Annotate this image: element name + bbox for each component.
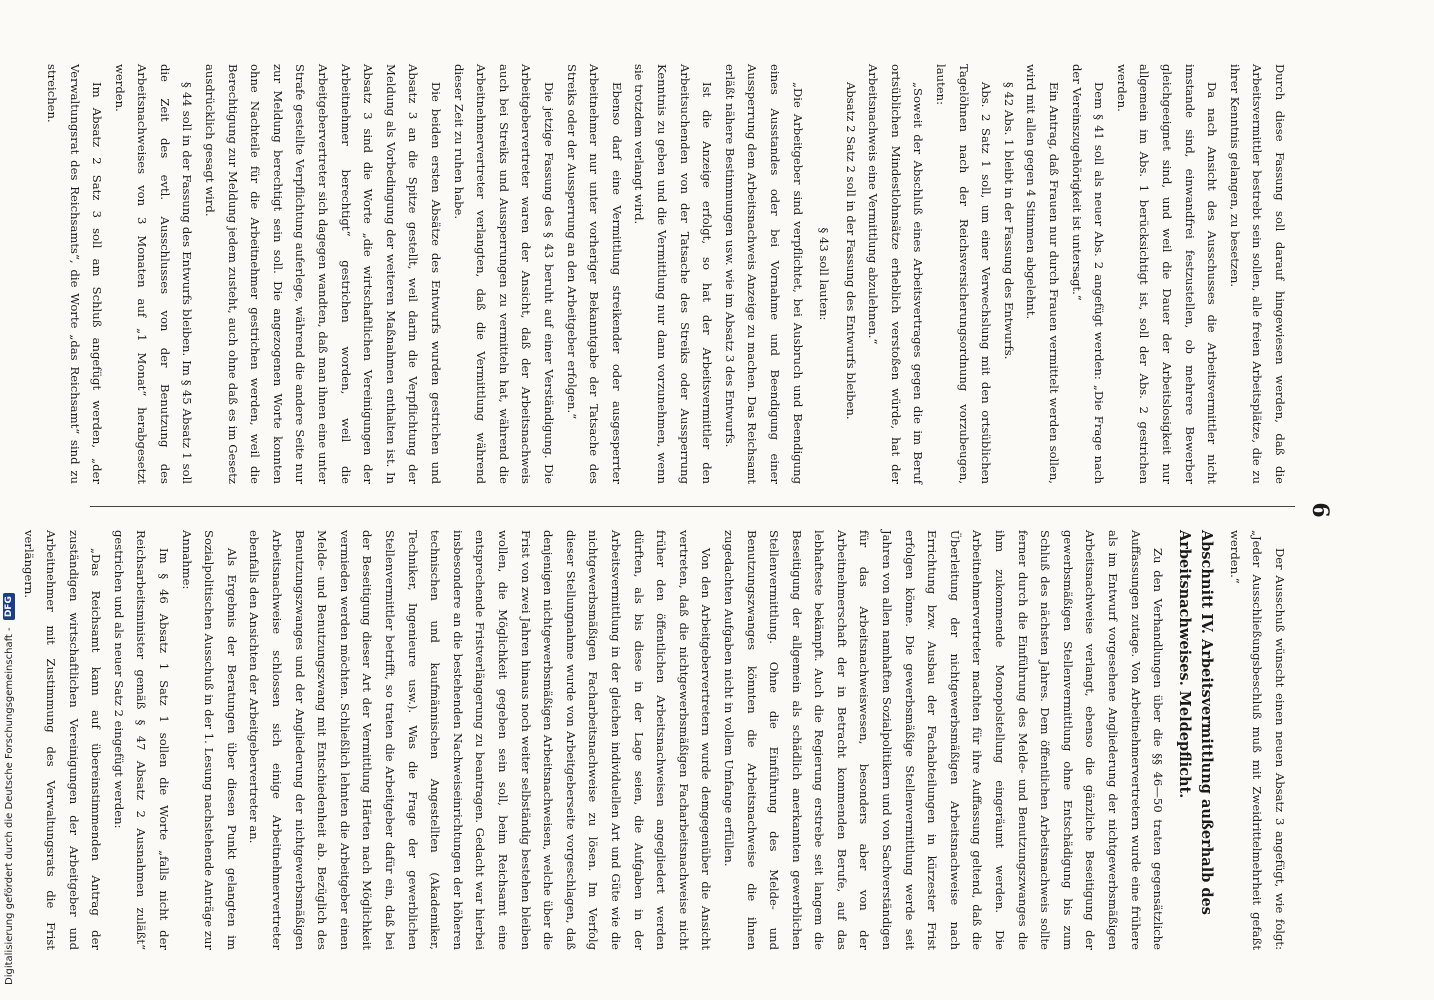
rotated-page-content (21, 58, 1333, 958)
paragraph: Die jetzige Fassung des § 43 beruht auf einer Verständigung. Die Arbeitgebervertreter waren der Ansicht, daß der Arbeitsnachweis auch bei Streiks und Aussperrungen zu vermitteln hat, während die Arbeitnehmervertreter verlangten, daß die Vermittlung während dieser Zeit zu ruhen habe. (451, 64, 556, 484)
paragraph: Absatz 2 Satz 2 soll in der Fassung des Entwurfs bleiben. (843, 82, 858, 420)
paragraph: Von den Arbeitgebervertretern wurde demgegenüber die Ansicht vertreten, daß die nichtgewerbsmäßigen Facharbeitsnachweise nicht früher den öffentlichen Arbeitsnachweisen angegliedert werden dürften, als bis diese in der Lage seien, die Aufgaben in der Arbeitsvermittlung in der gleichen individuellen Art und Güte wie die nichtgewerbsmäßigen Facharbeitsnachweise zu lösen. Im Verfolg dieser Stellungnahme wurde von Arbeitgeberseite vorgeschlagen, daß denjenigen nichtgewerbsmäßigen Arbeitsnachweisen, welche über die Frist von zwei Jahren hinaus noch weiter selbständig bestehen bleiben wollen, die Möglichkeit gegeben sein soll, beim Reichsamt eine entsprechende Fristverlängerung zu beantragen. Gedacht war hierbei insbesondere an die bestehenden Nachweiseinrichtungen der höheren technischen und kaufmännischen Angestellten (Akademiker, Techniker, Ingenieure usw.). Was die Frage der gewerblichen Stellenvermittler betrifft, so traten die Arbeitgeber dafür ein, daß bei der Beseitigung dieser Art der Vermittlung Härten nach Möglichkeit vermieden werden möchten. Schließlich lehnten die Arbeitgeber einen Melde- und Benutzungszwang mit Entschiedenheit ab. Bezüglich des Benutzungszwanges und der Angliederung der nichtgewerbsmäßigen Arbeitsnachweise schlossen sich einige Arbeitnehmervertreter ebenfalls den Ansichten der Arbeitgebervertreter an. (247, 530, 714, 950)
paragraph: § 42 Abs. 1 bleibt in der Fassung des Entwurfs. (1001, 82, 1016, 360)
quoted-paragraph: Ist die Anzeige erfolgt, so hat der Arbeitsvermittler den Arbeitsuchenden von der Tatsache des Streiks oder Aussperrung Kenntnis zu geben und die Vermittlung nur dann vorzunehmen, wenn sie trotzdem verlangt wird. (632, 64, 715, 484)
paragraph: Dem § 41 soll als neuer Abs. 2 angefügt werden: „Die Frage nach der Vereinszugehörigkeit ist untersagt.“ (1069, 64, 1107, 484)
paragraph: Ein Antrag, daß Frauen nur durch Frauen vermittelt werden sollen, wird mit allen gegen 4 Stimmen abgelehnt. (1024, 64, 1062, 484)
dfg-logo: DFG (3, 593, 15, 620)
digitization-footer (3, 0, 17, 985)
paragraph: Im Absatz 2 Satz 3 soll am Schluß angefügt werden, „der Verwaltungsrat des Reichsamts“, die Worte „das Reichsamt“ sind zu streichen. (44, 64, 105, 484)
paragraph: Abs. 2 Satz 1 soll, um einer Verwechslung mit den ortsüblichen Tagelöhnen nach der Reichsversicherungsordnung vorzubeugen, lauten: (934, 64, 994, 484)
right-text-column (21, 530, 1291, 950)
paragraph: Der Ausschuß wünscht einen neuen Absatz 3 angefügt, wie folgt: „Jeder Ausschließungsbeschluß muß mit Zweidrittelmehrheit gefaßt werden.“ (1227, 530, 1287, 950)
section-title: Abschnitt IV. Arbeitsvermittlung außerhalb des Arbeitsnachweises. Meldepflicht. (1176, 530, 1216, 915)
left-text-column (44, 64, 1291, 484)
quoted-paragraph: Ebenso darf eine Vermittlung streikender oder ausgesperrter Arbeitnehmer nur unter vorheriger Bekanntgabe der Tatsache des Streiks oder der Aussperrung an den Arbeitgeber erfolgen.“ (564, 64, 624, 484)
column-divider (90, 506, 1295, 507)
paragraph: Durch diese Fassung soll darauf hingewiesen werden, daß die Arbeitsvermittler bestrebt sein sollen, alle freien Arbeitsplätze, die zu ihrer Kenntnis gelangen, zu besetzen. (1227, 64, 1287, 484)
paragraph: Im § 46 Absatz 1 Satz 1 sollen die Worte „falls nicht der Reichsarbeitsminister gemäß § 47 Absatz 2 Ausnahmen zuläßt“ gestrichen und als neuer Satz 2 eingefügt werden: (111, 530, 172, 950)
quoted-paragraph: „Soweit der Abschluß eines Arbeitsvertrages gegen die im Beruf ortsüblichen Mindestlohnsätze erheblich verstoßen würde, hat der Arbeitsnachweis eine Vermittlung abzulehnen.“ (866, 64, 926, 484)
quoted-paragraph: „Das Reichsamt kann auf übereinstimmenden Antrag der zuständigen wirtschaftlichen Vereinigungen der Arbeitgeber und Arbeitnehmer mit Zustimmung des Verwaltungsrats die Frist verlängern. (21, 530, 104, 950)
quoted-paragraph: „Die Arbeitgeber sind verpflichtet, bei Ausbruch und Beendigung eines Ausstandes oder bei Vornahme und Beendigung einer Aussperrung dem Arbeitsnachweis Anzeige zu machen. Das Reichsamt erläßt nähere Bestimmungen usw. wie im Absatz 3 des Entwurfs. (722, 64, 805, 484)
section-heading: § 43 soll lauten: (817, 227, 832, 321)
paragraph: Die beiden ersten Absätze des Entwurfs wurden gestrichen und Absatz 3 an die Spitze gestellt, weil darin die Verpflichtung der Meldung als Vorbedingung der weiteren Maßnahmen enthalten ist. In Absatz 3 sind die Worte „die wirtschaftlichen Vereinigungen der Arbeitnehmer berechtigt“ gestrichen worden, weil die Arbeitgebervertreter sich dagegen wandten, daß man ihnen eine unter Strafe gestellte Verpflichtung auferlege, während die andere Seite nur zur Meldung berechtigt sein soll. Die angezogenen Worte konnten ohne Nachteile für die Arbeitnehmer gestrichen werden, weil die Berechtigung zur Meldung jedem zusteht, auch ohne daß es im Gesetz ausdrücklich gesagt wird. (203, 64, 444, 484)
paragraph: § 44 soll in der Fassung des Entwurfs bleiben. Im § 45 Absatz 1 soll die Zeit des evtl. Ausschlusses von der Benutzung des Arbeitsnachweises von 3 Monaten auf „1 Monat“ herabgesetzt werden. (112, 64, 195, 484)
paragraph: Da nach Ansicht des Ausschusses die Arbeitsvermittler nicht imstande sind, einwandfrei festzustellen, ob mehrere Bewerber gleichgeeignet sind, und weil die Dauer der Arbeitslosigkeit nur allgemein im Abs. 1 berücksichtigt ist, soll der Abs. 2 gestrichen werden. (1114, 64, 1220, 484)
page-number: 6 (1307, 502, 1333, 518)
paragraph: Als Ergebnis der Beratungen über diesen Punkt gelangten im Sozialpolitischen Ausschuß in der 1. Lesung nachstehende Anträge zur Annahme: (179, 530, 239, 950)
paragraph: Zu den Verhandlungen über die §§ 46—50 traten gegensätzliche Auffassungen zutage. Von Arbeitnehmervertretern wurde eine frühere als im Entwurf vorgesehene Angliederung der nichtgewerbsmäßigen Arbeitsnachweise verlangt, ebenso die gänzliche Beseitigung der gewerbsmäßigen Stellenvermittlung ohne Entschädigung bis zum Schluß des nächsten Jahres. Dem öffentlichen Arbeitsnachweis sollte ferner durch die Einführung des Melde- und Benutzungszwanges die ihm zukommende Monopolstellung eingeräumt werden. Die Arbeitnehmervertreter machten für ihre Auffassung geltend, daß die Überleitung der nichtgewerbsmäßigen Arbeitsnachweise nach Errichtung bzw. Ausbau der Fachabteilungen in kürzester Frist erfolgen könne. Die gewerbsmäßige Stellenvermittlung werde seit Jahren von allen namhaften Sozialpolitikern und von Sachverständigen für das Arbeitsnachweiswesen, besonders aber von der Arbeitnehmerschaft der in Betracht kommenden Berufe, auf das lebhafteste bekämpft. Auch die Regierung erstrebe seit langem die Beseitigung der allgemein als schädlich anerkannten gewerblichen Stellenvermittlung. Ohne die Einführung des Melde- und Benutzungszwanges könnten die Arbeitsnachweise die ihnen zugedachten Aufgaben nicht in vollem Umfange erfüllen. (721, 530, 1166, 950)
footer-text: Digitalisierung gefördert durch die Deutsche Forschungsgemeinschaft - (4, 627, 15, 985)
